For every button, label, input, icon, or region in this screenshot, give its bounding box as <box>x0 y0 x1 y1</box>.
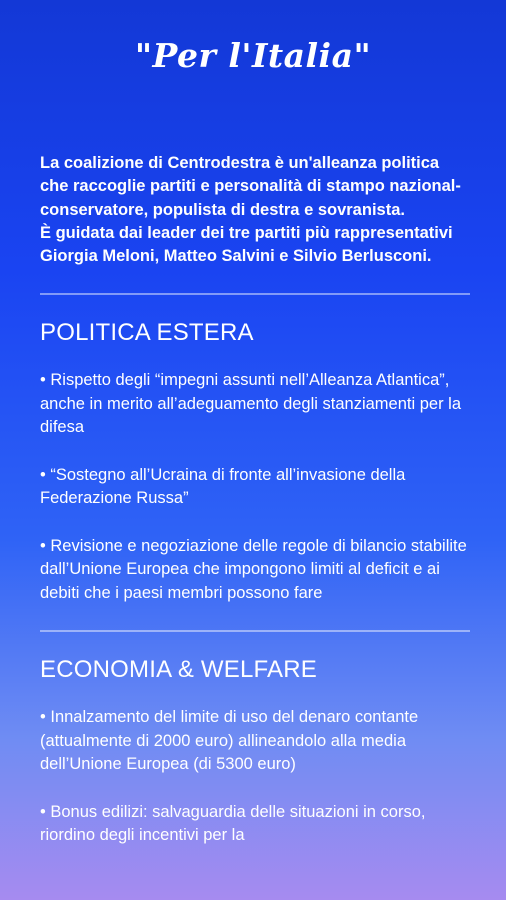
intro-paragraph-2: È guidata dai leader dei tre partiti più rappresentativi Giorgia Meloni, Matteo Salvini e Silvio Berlusconi. <box>40 223 453 266</box>
section-divider <box>40 293 470 295</box>
section-heading-politica-estera: POLITICA ESTERA <box>40 319 254 347</box>
intro-text <box>40 152 470 268</box>
page-title: "Per l'Italia" <box>134 36 372 75</box>
bullet-item: • Bonus edilizi: salvaguardia delle situazioni in corso, riordino degli incentivi per la <box>40 802 426 845</box>
section-heading-economia-welfare: ECONOMIA & WELFARE <box>40 656 317 684</box>
section-divider <box>40 630 470 632</box>
bullet-item: • Revisione e negoziazione delle regole di bilancio stabilite dall’Unione Europea che impongono limiti al deficit e ai debiti che i paesi membri possono fare <box>40 536 467 602</box>
bullet-item: • Rispetto degli “impegni assunti nell’Alleanza Atlantica”, anche in merito all’adeguamento degli stanziamenti per la difesa <box>40 371 461 437</box>
bullet-item: • Innalzamento del limite di uso del denaro contante (attualmente di 2000 euro) allineandolo alla media dell’Unione Europea (di 5300 euro) <box>40 708 419 774</box>
scroll-content[interactable] <box>40 152 470 848</box>
intro-paragraph-1: La coalizione di Centrodestra è un'alleanza politica che raccoglie partiti e personalità di stampo nazional-conservatore, populista di destra e sovranista. <box>40 154 461 219</box>
bullet-item: • “Sostegno all’Ucraina di fronte all’invasione della Federazione Russa” <box>40 465 406 508</box>
